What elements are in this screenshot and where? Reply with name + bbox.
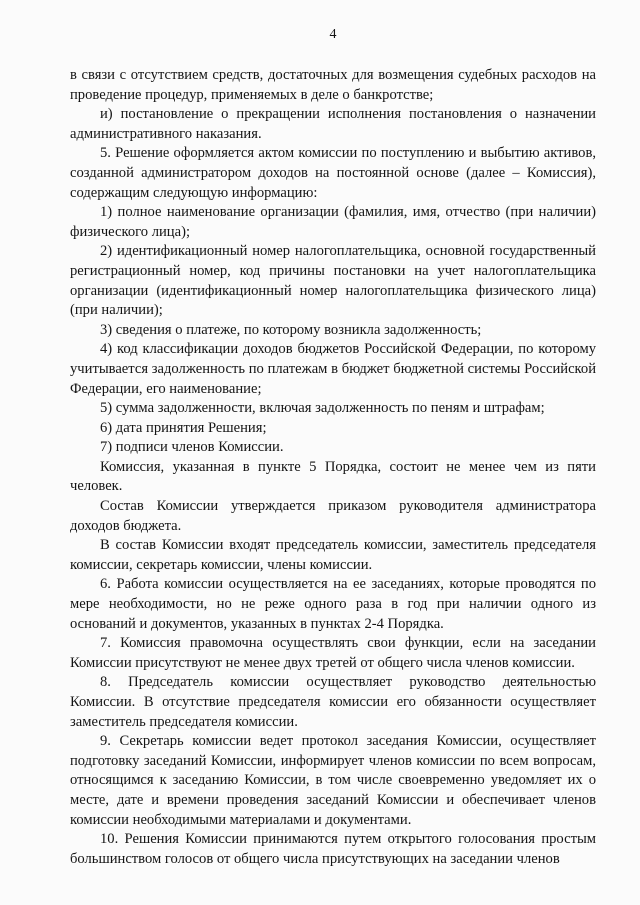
page-number: 4 <box>329 27 337 42</box>
paragraph: 8. Председатель комиссии осуществляет руководство деятельностью Комиссии. В отсутствие председателя комиссии его обязанности осуществляет заместитель председателя комиссии. <box>70 674 596 730</box>
paragraph: 10. Решения Комиссии принимаются путем открытого голосования простым большинством голосов от общего числа присутствующих на заседании членов <box>70 831 596 867</box>
paragraph: В состав Комиссии входят председатель комиссии, заместитель председателя комиссии, секретарь комиссии, члены комиссии. <box>70 537 596 573</box>
paragraph: 9. Секретарь комиссии ведет протокол заседания Комиссии, осуществляет подготовку заседаний Комиссии, информирует членов комиссии по всем вопросам, относящимся к заседанию Комиссии, в том числе своевременно уведомляет их о месте, дате и времени проведения заседаний Комиссии и обеспечивает членов комиссии необходимыми материалами и документами. <box>70 733 596 828</box>
paragraph: 6) дата принятия Решения; <box>100 419 267 436</box>
paragraph: 5) сумма задолженности, включая задолженность по пеням и штрафам; <box>100 400 545 417</box>
paragraph: 5. Решение оформляется актом комиссии по поступлению и выбытию активов, созданной администратором доходов на постоянной основе (далее – Комиссия), содержащим следующую информацию: <box>70 145 596 201</box>
paragraph: 2) идентификационный номер налогоплательщика, основной государственный регистрационный номер, код причины постановки на учет налогоплательщика организации (идентификационный номер налогоплательщика физического лица) (при наличии); <box>70 243 596 319</box>
paragraph: 4) код классификации доходов бюджетов Российской Федерации, по которому учитывается задолженность по платежам в бюджет бюджетной системы Российской Федерации, его наименование; <box>70 341 596 397</box>
paragraph: и) постановление о прекращении исполнения постановления о назначении административного наказания. <box>70 106 596 142</box>
paragraph: 1) полное наименование организации (фамилия, имя, отчество (при наличии) физического лица); <box>70 204 596 240</box>
paragraph: 3) сведения о платеже, по которому возникла задолженность; <box>100 321 482 338</box>
paragraph: Состав Комиссии утверждается приказом руководителя администратора доходов бюджета. <box>70 498 596 534</box>
paragraph: Комиссия, указанная в пункте 5 Порядка, состоит не менее чем из пяти человек. <box>70 458 596 495</box>
paragraph: 7) подписи членов Комиссии. <box>100 439 284 456</box>
document-body <box>70 66 596 869</box>
paragraph: 7. Комиссия правомочна осуществлять свои функции, если на заседании Комиссии присутствуют не менее двух третей от общего числа членов комиссии. <box>70 635 596 671</box>
paragraph: 6. Работа комиссии осуществляется на ее заседаниях, которые проводятся по мере необходимости, но не реже одного раза в год при наличии одного из оснований и документов, указанных в пунктах 2-4 Порядка. <box>70 576 596 632</box>
paragraph: в связи с отсутствием средств, достаточных для возмещения судебных расходов на проведение процедур, применяемых в деле о банкротстве; <box>70 67 596 103</box>
